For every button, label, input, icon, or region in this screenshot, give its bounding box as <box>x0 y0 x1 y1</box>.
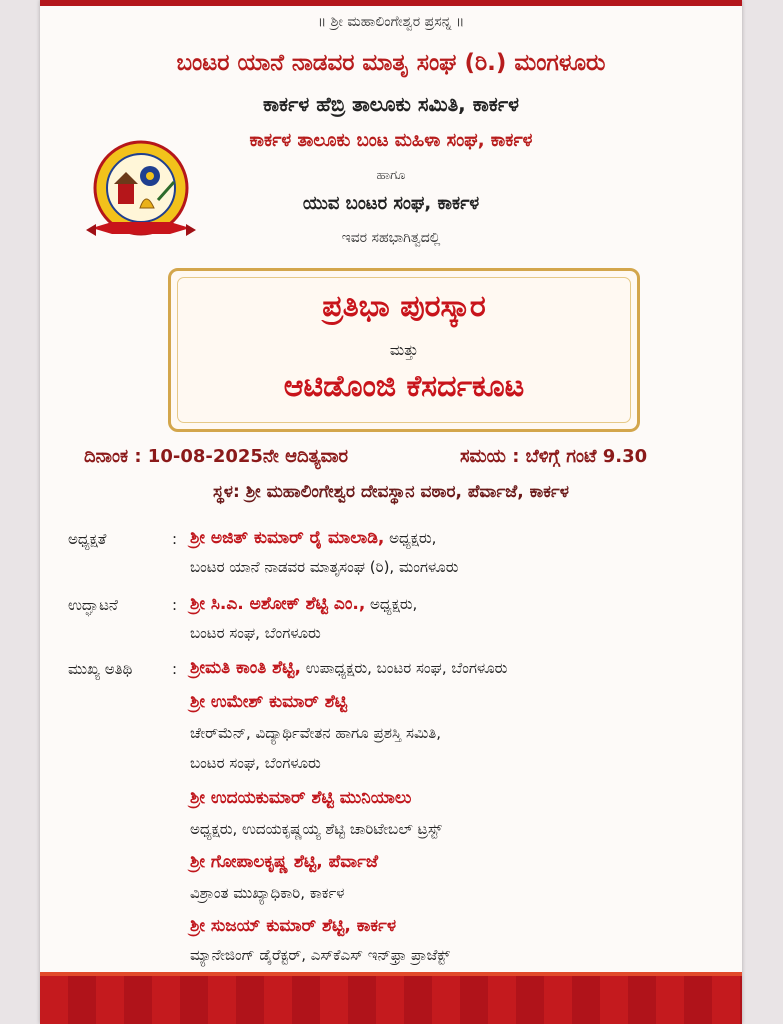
president-role: ಅಧ್ಯಕ್ಷರು, <box>384 529 437 547</box>
guest-description: ಚೇರ್‌ಮೆನ್, ವಿದ್ಯಾರ್ಥಿವೇತನ ಹಾಗೂ ಪ್ರಶಸ್ತಿ ಸಮಿತಿ, <box>190 724 442 742</box>
event-date: ದಿನಾಂಕ : 10-08-2025ನೇ ಆದಿತ್ಯವಾರ <box>84 446 349 467</box>
and-connector: ಹಾಗೂ <box>376 168 406 183</box>
chief-guest-first-name: ಶ್ರೀಮತಿ ಕಾಂತಿ ಶೆಟ್ಟಿ, <box>190 658 301 678</box>
guest-name: ಶ್ರೀ ಸುಜಯ್ ಕುಮಾರ್ ಶೆಟ್ಟಿ, ಕಾರ್ಕಳ <box>190 916 397 936</box>
inauguration-label: ಉದ್ಘಾಟನೆ <box>68 596 118 614</box>
event-title-and: ಮತ್ತು <box>389 341 419 359</box>
bottom-decorative-band <box>40 972 742 1024</box>
blessing-line: ॥ ಶ್ರೀ ಮಹಾಲಿಂಗೇಶ್ವರ ಪ್ರಸನ್ನ ॥ <box>317 14 465 30</box>
event-title-frame <box>168 268 640 432</box>
organizer-main: ಬಂಟರ ಯಾನೆ ನಾಡವರ ಮಾತೃ ಸಂಘ (ರಿ.) ಮಂಗಳೂರು <box>176 50 606 76</box>
inauguration-entry <box>190 594 417 614</box>
inauguration-detail: ಬಂಟರ ಸಂಘ, ಬೆಂಗಳೂರು <box>190 624 321 642</box>
president-name: ಶ್ರೀ ಅಜಿತ್ ಕುಮಾರ್ ರೈ ಮಾಲಾಡಿ, <box>190 528 385 548</box>
event-title-award: ಪ್ರತಿಭಾ ಪುರಸ್ಕಾರ <box>322 289 486 324</box>
guest-description: ವಿಶ್ರಾಂತ ಮುಖ್ಯಾಧಿಕಾರಿ, ಕಾರ್ಕಳ <box>190 884 345 902</box>
chief-guest-label: ಮುಖ್ಯ ಅತಿಥಿ <box>68 660 133 678</box>
guest-name: ಶ್ರೀ ಉಮೇಶ್ ಕುಮಾರ್ ಶೆಟ್ಟಿ <box>190 692 348 712</box>
organizer-committee: ಕಾರ್ಕಳ ಹೆಬ್ರಿ ತಾಲೂಕು ಸಮಿತಿ, ಕಾರ್ಕಳ <box>262 92 520 116</box>
organizer-youth: ಯುವ ಬಂಟರ ಸಂಘ, ಕಾರ್ಕಳ <box>302 193 480 214</box>
guest-name: ಶ್ರೀ ಗೋಪಾಲಕೃಷ್ಣ ಶೆಟ್ಟಿ, ಪೆರ್ವಾಜೆ <box>190 852 379 872</box>
guest-name: ಶ್ರೀ ಉದಯಕುಮಾರ್ ಶೆಟ್ಟಿ ಮುನಿಯಾಲು <box>190 788 412 808</box>
event-time: ಸಮಯ : ಬೆಳಿಗ್ಗೆ ಗಂಟೆ 9.30 <box>460 446 648 467</box>
top-border <box>40 0 742 6</box>
guest-description: ಮ್ಯಾನೇಜಿಂಗ್ ಡೈರೆಕ್ಟರ್, ಎಸ್‌ಕೆಎಸ್ ಇನ್‌ಫ್ರಾ ಪ್ರಾಜೆಕ್ಟ್ <box>190 946 450 964</box>
inaugurator-name: ಶ್ರೀ ಸಿ.ಎ. ಅಶೋಕ್ ಶೆಟ್ಟಿ ಎಂ., <box>190 594 366 614</box>
chief-guest-first <box>190 658 507 678</box>
president-detail: ಬಂಟರ ಯಾನೆ ನಾಡವರ ಮಾತೃಸಂಘ (ರಿ), ಮಂಗಳೂರು <box>190 558 459 576</box>
president-label: ಅಧ್ಯಕ್ಷತೆ <box>68 530 107 548</box>
president-entry <box>190 528 436 548</box>
event-venue: ಸ್ಥಳ: ಶ್ರೀ ಮಹಾಲಿಂಗೇಶ್ವರ ದೇವಸ್ಥಾನ ವಠಾರ, ಪೆರ್ವಾಜೆ, ಕಾರ್ಕಳ <box>213 482 569 502</box>
organizer-women: ಕಾರ್ಕಳ ತಾಲೂಕು ಬಂಟ ಮಹಿಳಾ ಸಂಘ, ಕಾರ್ಕಳ <box>249 130 533 151</box>
collaboration-line: ಇವರ ಸಹಭಾಗಿತ್ವದಲ್ಲಿ <box>341 230 441 246</box>
chief-guest-first-role: ಉಪಾಧ್ಯಕ್ಷರು, ಬಂಟರ ಸಂಘ, ಬೆಂಗಳೂರು <box>300 659 508 677</box>
inaugurator-role: ಅಧ್ಯಕ್ಷರು, <box>365 595 418 613</box>
association-emblem-icon <box>82 138 200 254</box>
guest-description: ಬಂಟರ ಸಂಘ, ಬೆಂಗಳೂರು <box>190 754 321 772</box>
invitation-card: ॥ ಶ್ರೀ ಮಹಾಲಿಂಗೇಶ್ವರ ಪ್ರಸನ್ನ ॥ ಬಂಟರ ಯಾನೆ ನಾಡವರ ಮಾತೃ ಸಂಘ (ರಿ.) ಮಂಗಳೂರು ಕಾರ್ಕಳ ಹೆಬ್ರಿ ತಾಲೂಕು ಸಮಿತಿ, ಕಾರ್ಕಳ ಕಾರ್ಕಳ ತಾಲೂಕು ಬಂಟ ಮಹಿಳಾ ಸಂಘ, ಕಾರ್ಕಳ ಹಾಗೂ ಯುವ ಬಂಟರ ಸಂಘ, ಕಾರ್ಕಳ ಇವರ ಸಹಭಾಗಿತ್ವದಲ್ಲಿ ಪ್ರತಿಭಾ ಪುರಸ್ಕಾರ ಮತ್ತು ಆಟಿಡೊಂಜಿ ಕೆಸರ್ದಕೂಟ ದಿನಾಂಕ : 10-08-2025ನೇ ಆದಿತ್ಯವಾರ ಸಮಯ : ಬೆಳಿಗ್ಗೆ ಗಂಟೆ 9.30 ಸ್ಥಳ: ಶ್ರೀ ಮಹಾಲಿಂಗೇಶ್ವರ ದೇವಸ್ಥಾನ ವಠಾರ, ಪೆರ್ವಾಜೆ, ಕಾರ್ಕಳ ಅಧ್ಯಕ್ಷತೆ : ಶ್ರೀ ಅಜಿತ್ ಕುಮಾರ್ ರೈ ಮಾಲಾಡಿ, ಅಧ್ಯಕ್ಷರು, ಬಂಟರ ಯಾನೆ ನಾಡವರ ಮಾತೃಸಂಘ (ರಿ), ಮಂಗಳೂರು ಉದ್ಘಾಟನೆ : ಶ್ರೀ ಸಿ.ಎ. ಅಶೋಕ್ ಶೆಟ್ಟಿ ಎಂ., ಅಧ್ಯಕ್ಷರು, ಬಂಟರ ಸಂಘ, ಬೆಂಗಳೂರು ಮುಖ್ಯ ಅತಿಥಿ : ಶ್ರೀಮತಿ ಕಾಂತಿ ಶೆಟ್ಟಿ, ಉಪಾಧ್ಯಕ್ಷರು, ಬಂಟರ ಸಂಘ, ಬೆಂಗಳೂರು ಶ್ರೀ ಉಮೇಶ್ ಕುಮಾರ್ ಶೆಟ್ಟಿ ಚೇರ್‌ಮೆನ್, ವಿದ್ಯಾರ್ಥಿವೇತನ ಹಾಗೂ ಪ್ರಶಸ್ತಿ ಸಮಿತಿ, ಬಂಟರ ಸಂಘ, ಬೆಂಗಳೂರು ಶ್ರೀ ಉದಯಕುಮಾರ್ ಶೆಟ್ಟಿ ಮುನಿಯಾಲು ಅಧ್ಯಕ್ಷರು, ಉದಯಕೃಷ್ಣಯ್ಯ ಶೆಟ್ಟಿ ಚಾರಿಟೇಬಲ್ ಟ್ರಸ್ಟ್ ಶ್ರೀ ಗೋಪಾಲಕೃಷ್ಣ ಶೆಟ್ಟಿ, ಪೆರ್ವಾಜೆ ವಿಶ್ರಾಂತ ಮುಖ್ಯಾಧಿಕಾರಿ, ಕಾರ್ಕಳ ಶ್ರೀ ಸುಜಯ್ ಕುಮಾರ್ ಶೆಟ್ಟಿ, ಕಾರ್ಕಳ ಮ್ಯಾನೇಜಿಂಗ್ ಡೈರೆಕ್ಟರ್, ಎಸ್‌ಕೆಎಸ್ ಇನ್‌ಫ್ರಾ ಪ್ರಾಜೆಕ್ಟ್ <box>40 0 742 1024</box>
guest-description: ಅಧ್ಯಕ್ಷರು, ಉದಯಕೃಷ್ಣಯ್ಯ ಶೆಟ್ಟಿ ಚಾರಿಟೇಬಲ್ ಟ್ರಸ್ಟ್ <box>190 820 442 838</box>
event-title-mud-games: ಆಟಿಡೊಂಜಿ ಕೆಸರ್ದಕೂಟ <box>283 369 525 404</box>
